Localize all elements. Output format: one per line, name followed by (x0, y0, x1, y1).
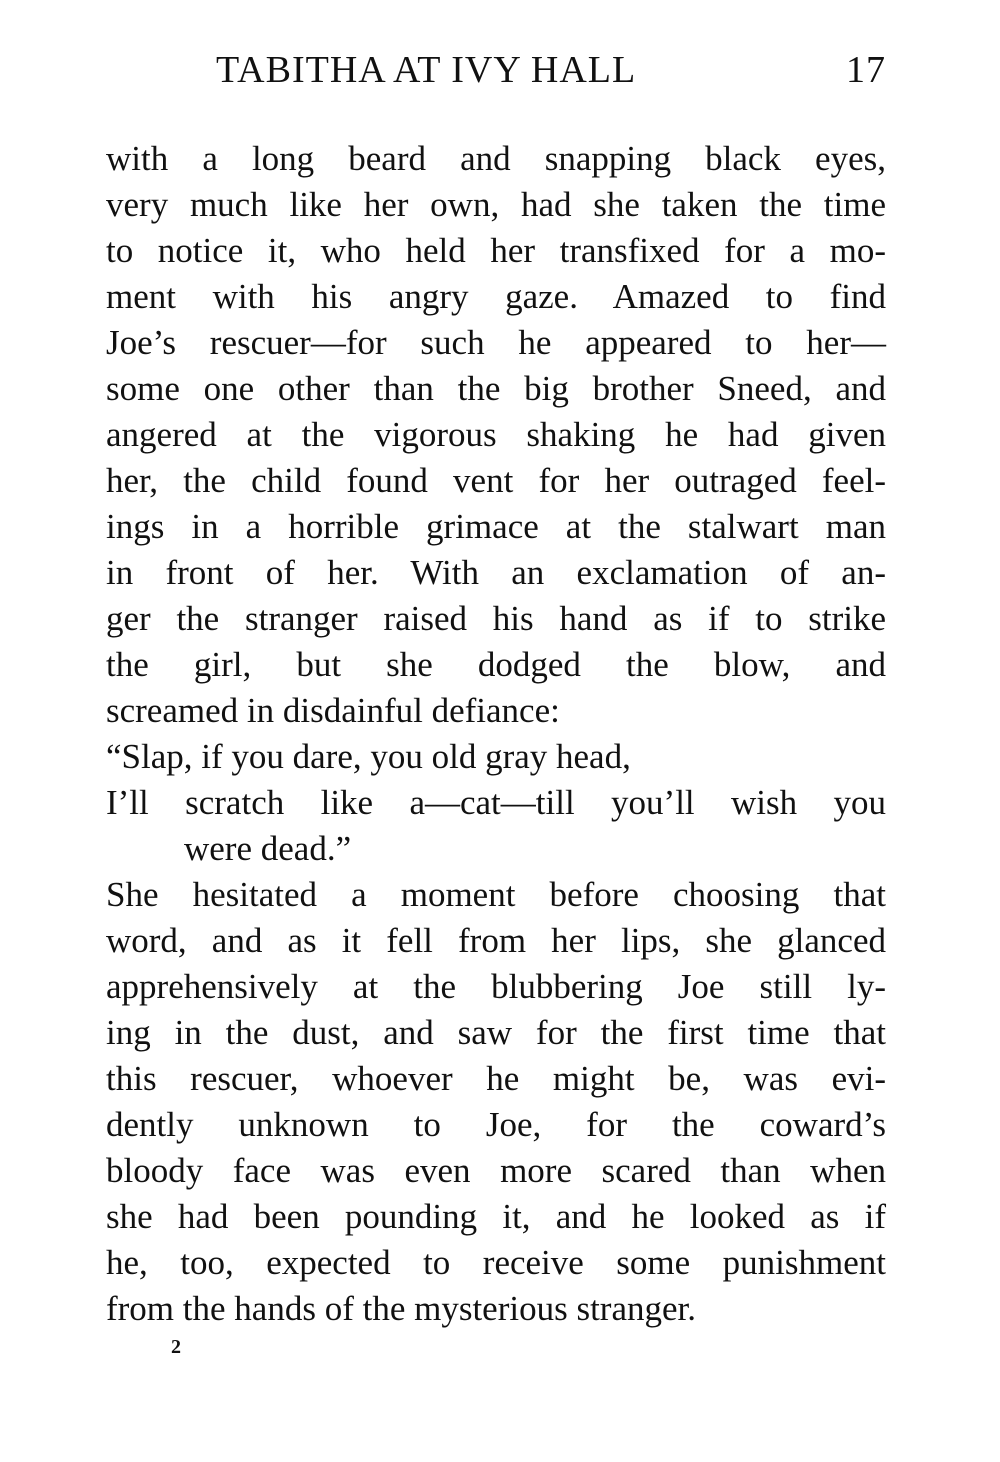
text-line: this rescuer, whoever he might be, was evi- (106, 1059, 886, 1098)
text-line: she had been pounding it, and he looked as if (106, 1197, 886, 1236)
text-line: from the hands of the mysterious stranger. (106, 1289, 697, 1328)
text-line: apprehensively at the blubbering Joe still ly- (106, 967, 886, 1006)
text-line: the girl, but she dodged the blow, and (106, 645, 886, 684)
text-line: ment with his angry gaze. Amazed to find (106, 277, 886, 316)
text-line: bloody face was even more scared than when (106, 1151, 886, 1190)
text-line: angered at the vigorous shaking he had given (106, 415, 886, 454)
text-line: ing in the dust, and saw for the first time that (106, 1013, 886, 1052)
running-title: TABITHA AT IVY HALL (216, 49, 637, 91)
text-line: very much like her own, had she taken the time (106, 185, 886, 224)
page-header (216, 48, 886, 98)
verse-line-indented: were dead.” (184, 829, 352, 868)
text-line: dently unknown to Joe, for the coward’s (106, 1105, 886, 1144)
text-line: screamed in disdainful defiance: (106, 691, 560, 730)
page-number: 17 (846, 49, 886, 91)
text-line: She hesitated a moment before choosing that (106, 875, 886, 914)
text-line: word, and as it fell from her lips, she glanced (106, 921, 886, 960)
text-line: he, too, expected to receive some punishment (106, 1243, 886, 1282)
text-line: in front of her. With an exclamation of an- (106, 553, 886, 592)
signature-mark: 2 (171, 1336, 181, 1358)
text-line: to notice it, who held her transfixed for a mo- (106, 231, 886, 270)
text-line: her, the child found vent for her outraged feel- (106, 461, 886, 500)
text-line: with a long beard and snapping black eyes, (106, 139, 886, 178)
verse-line: “Slap, if you dare, you old gray head, (106, 737, 631, 776)
verse-line: I’ll scratch like a—cat—till you’ll wish you (106, 783, 886, 822)
text-line: Joe’s rescuer—for such he appeared to her— (106, 323, 886, 362)
text-line: ings in a horrible grimace at the stalwart man (106, 507, 886, 546)
text-line: some one other than the big brother Sneed, and (106, 369, 886, 408)
text-line: ger the stranger raised his hand as if to strike (106, 599, 886, 638)
body-text (106, 136, 886, 1332)
